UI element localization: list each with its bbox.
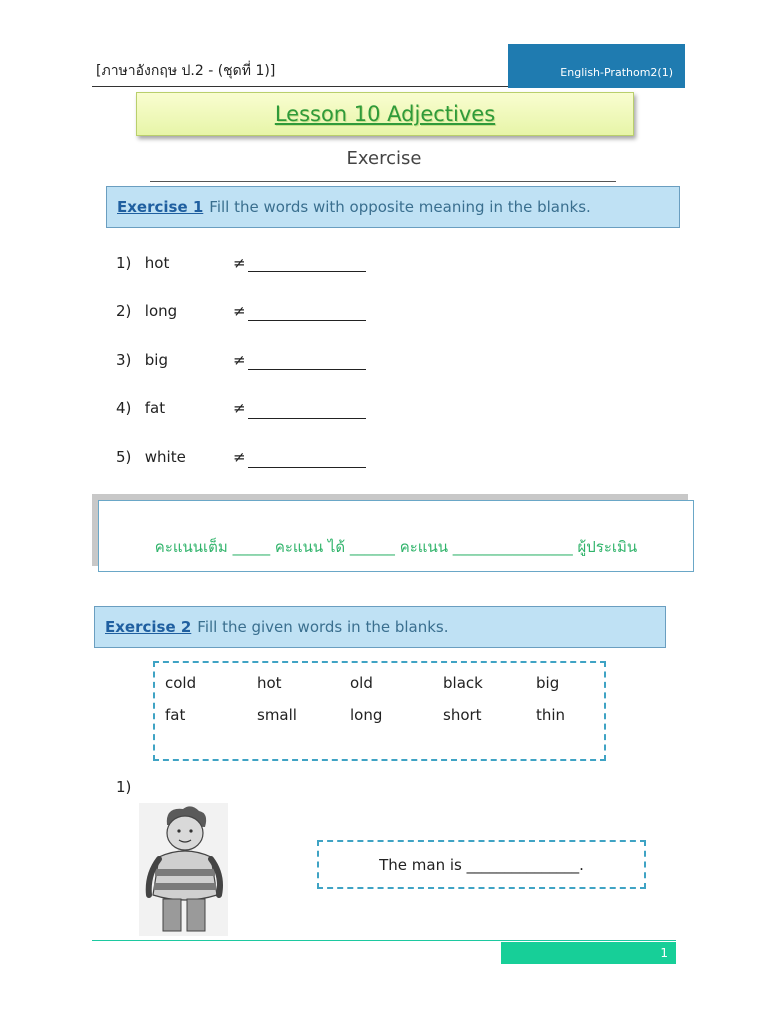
word-bank-item: black	[443, 674, 483, 692]
exercise1-item	[116, 448, 186, 466]
word-bank-item: hot	[257, 674, 282, 692]
not-equal-symbol: ≠	[233, 254, 246, 272]
not-equal-symbol: ≠	[233, 448, 246, 466]
exercise1-label: Exercise 1	[117, 198, 204, 216]
word-bank-item: cold	[165, 674, 197, 692]
word-bank-item: small	[257, 706, 297, 724]
exercise1-item	[116, 351, 168, 369]
word-bank-item: big	[536, 674, 560, 692]
item-number: 3)	[116, 351, 132, 369]
exercise-divider	[150, 181, 616, 182]
word-bank	[153, 661, 606, 761]
item-number: 4)	[116, 399, 132, 417]
exercise1-item	[116, 399, 165, 417]
score-box	[98, 500, 694, 572]
answer-blank[interactable]	[248, 467, 366, 468]
header-right-text: English-Prathom2(1)	[560, 66, 673, 79]
lesson-title-box	[136, 92, 634, 136]
answer-blank[interactable]	[248, 369, 366, 370]
header-divider	[92, 86, 508, 87]
not-equal-symbol: ≠	[233, 302, 246, 320]
exercise2-instruction: Fill the given words in the blanks.	[197, 618, 449, 636]
not-equal-symbol: ≠	[233, 351, 246, 369]
word-bank-item: long	[350, 706, 383, 724]
not-equal-symbol: ≠	[233, 399, 246, 417]
fat-man-illustration	[139, 803, 228, 936]
footer-divider	[92, 940, 676, 941]
exercise1-banner	[106, 186, 680, 228]
exercise1-instruction: Fill the words with opposite meaning in the blanks.	[209, 198, 591, 216]
exercise-heading: Exercise	[346, 148, 422, 169]
answer-blank[interactable]	[248, 320, 366, 321]
footer-badge	[501, 942, 676, 964]
exercise1-item	[116, 302, 177, 320]
item-number: 1)	[116, 254, 132, 272]
score-line: คะแนนเต็ม _____ คะแนน ได้ ______ คะแนน ________________ ผู้ประเมิน	[154, 538, 638, 556]
item-word: big	[144, 351, 168, 369]
header-badge	[508, 44, 685, 88]
sentence-text: The man is _______________.	[379, 855, 584, 874]
exercise2-question-number: 1)	[116, 778, 132, 796]
word-bank-item: short	[443, 706, 482, 724]
answer-blank[interactable]	[248, 418, 366, 419]
word-bank-item: thin	[536, 706, 566, 724]
item-number: 5)	[116, 448, 132, 466]
word-bank-item: old	[350, 674, 373, 692]
item-word: long	[144, 302, 178, 320]
exercise2-banner	[94, 606, 666, 648]
exercise1-item	[116, 254, 169, 272]
item-word: hot	[144, 254, 170, 272]
word-bank-item: fat	[165, 706, 186, 724]
lesson-title: Lesson 10 Adjectives	[274, 102, 496, 126]
sentence-box[interactable]	[317, 840, 646, 889]
header-left-text: [ภาษาอังกฤษ ป.2 - (ชุดที่ 1)]	[96, 63, 276, 79]
answer-blank[interactable]	[248, 271, 366, 272]
item-word: white	[144, 448, 186, 466]
page-number: 1	[660, 946, 668, 960]
item-number: 2)	[116, 302, 132, 320]
item-word: fat	[144, 399, 166, 417]
exercise2-label: Exercise 2	[105, 618, 192, 636]
